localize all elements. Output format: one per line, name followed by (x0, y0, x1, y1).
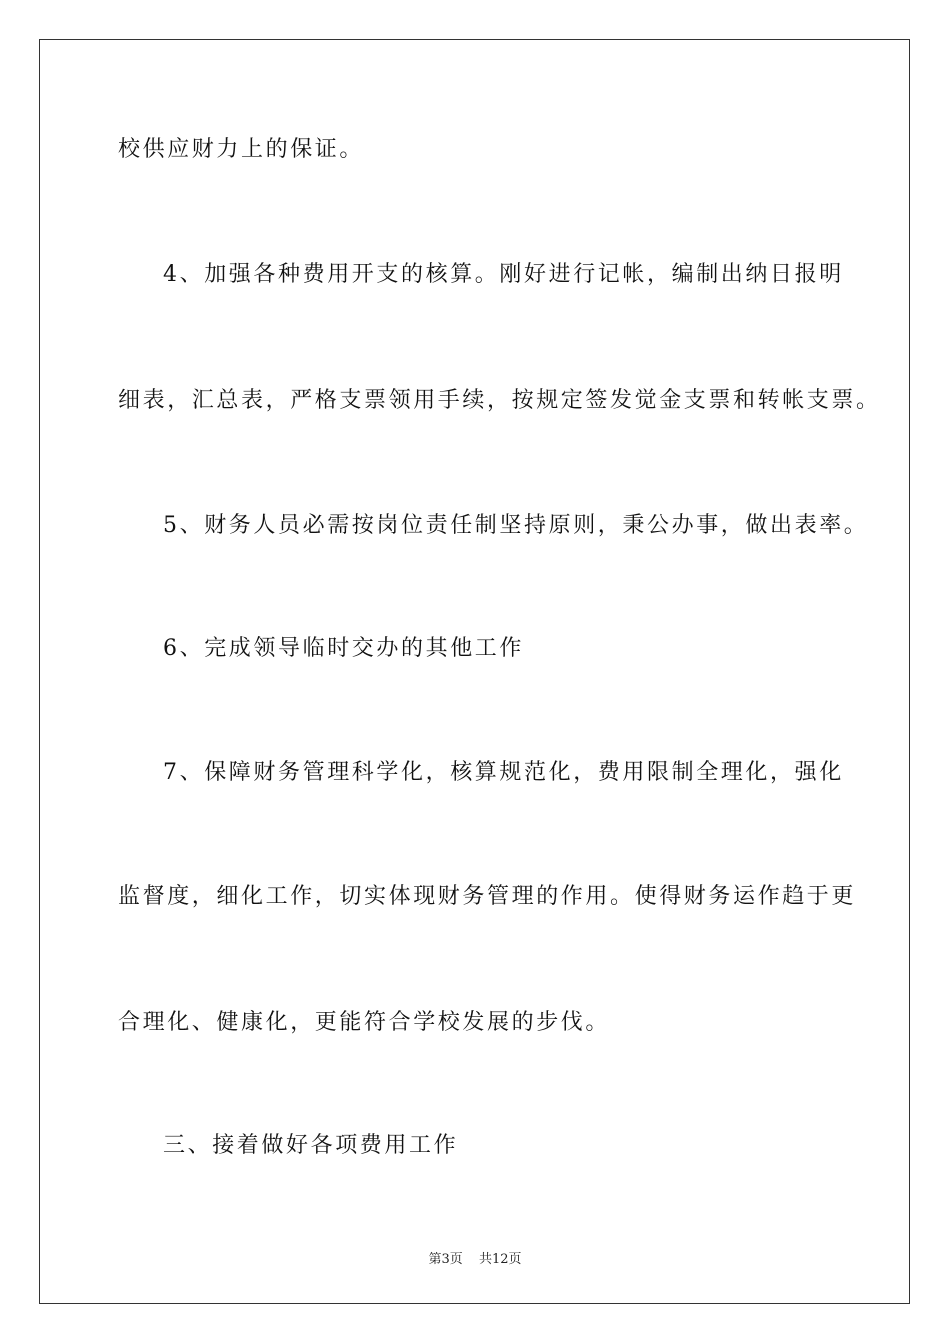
page-footer (0, 1248, 950, 1267)
text-line: 合理化、健康化，更能符合学校发展的步伐。 (118, 1010, 611, 1035)
page-border (39, 39, 910, 1304)
text-line: 监督度，细化工作，切实体现财务管理的作用。使得财务运作趋于更 (118, 884, 857, 909)
text-line: 7、保障财务管理科学化，核算规范化，费用限制全理化，强化 (163, 760, 844, 785)
text-line: 6、完成领导临时交办的其他工作 (163, 636, 524, 661)
page-number: 第3页 (428, 1252, 463, 1267)
text-line: 三、接着做好各项费用工作 (163, 1133, 459, 1158)
text-line: 细表，汇总表，严格支票领用手续，按规定签发觉金支票和转帐支票。 (118, 388, 881, 413)
text-line: 校供应财力上的保证。 (118, 137, 365, 162)
text-line: 4、加强各种费用开支的核算。刚好进行记帐，编制出纳日报明 (163, 262, 844, 287)
text-line: 5、财务人员必需按岗位责任制坚持原则，秉公办事，做出表率。 (163, 513, 869, 538)
page-total: 共12页 (478, 1252, 522, 1267)
